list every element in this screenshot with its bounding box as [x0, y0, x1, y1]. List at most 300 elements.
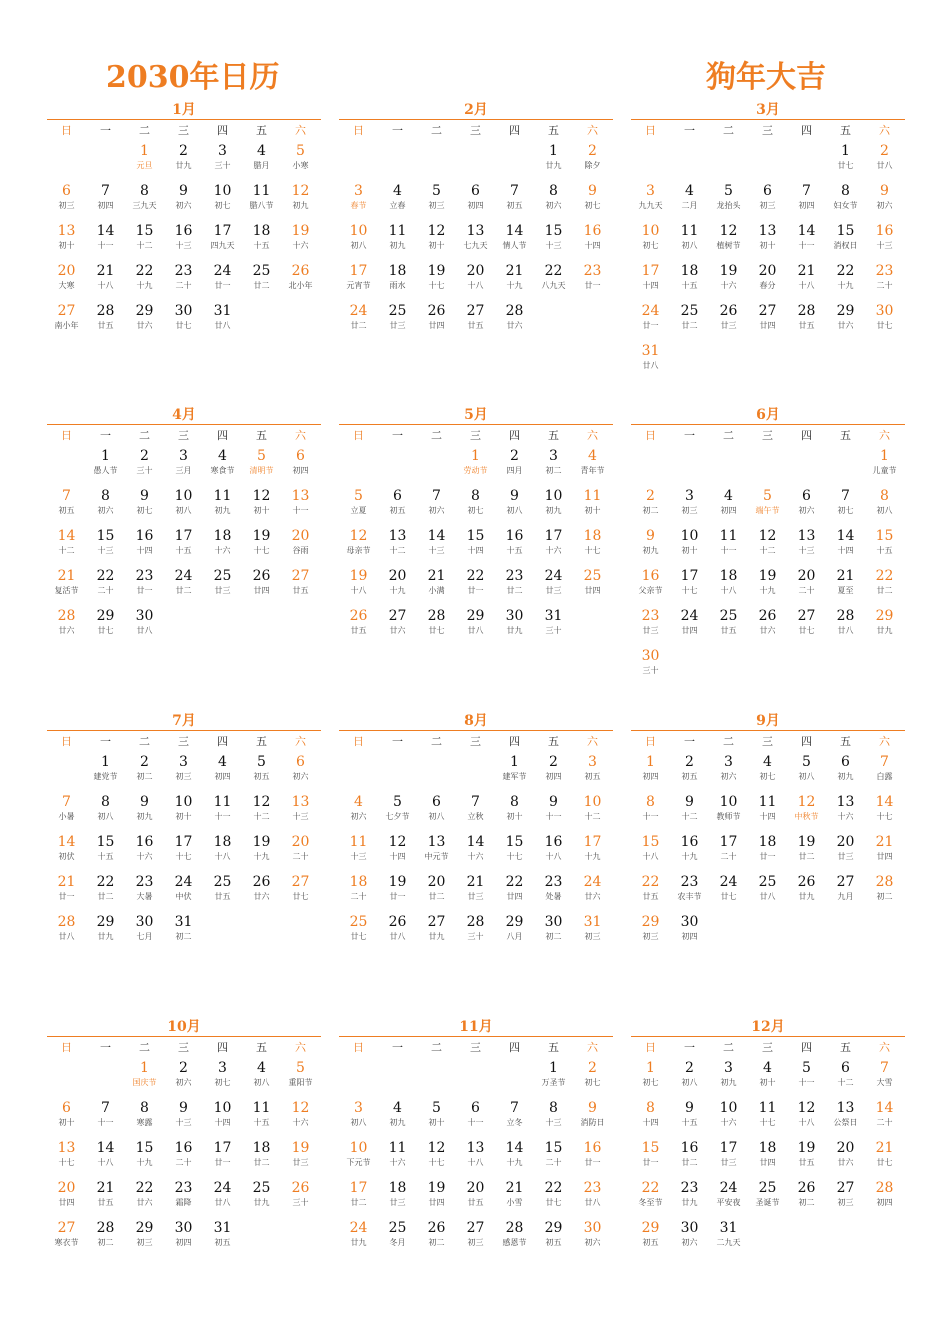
day-cell[interactable] — [339, 873, 378, 913]
day-cell[interactable] — [495, 1179, 534, 1219]
day-cell[interactable] — [47, 182, 86, 222]
day-cell[interactable] — [495, 913, 534, 953]
day-cell[interactable] — [86, 753, 125, 793]
day-cell[interactable] — [826, 1099, 865, 1139]
day-cell[interactable] — [203, 793, 242, 833]
day-cell[interactable] — [865, 1179, 904, 1219]
day-cell[interactable] — [456, 182, 495, 222]
day-cell[interactable] — [125, 1099, 164, 1139]
day-cell[interactable] — [534, 607, 573, 647]
day-cell[interactable] — [164, 262, 203, 302]
day-cell[interactable] — [86, 567, 125, 607]
day-cell[interactable] — [281, 487, 320, 527]
day-cell[interactable] — [417, 913, 456, 953]
day-cell[interactable] — [631, 262, 670, 302]
day-cell[interactable] — [281, 567, 320, 607]
day-cell[interactable] — [631, 1099, 670, 1139]
day-cell[interactable] — [631, 222, 670, 262]
day-cell[interactable] — [865, 607, 904, 647]
day-cell[interactable] — [125, 182, 164, 222]
day-cell[interactable] — [164, 1139, 203, 1179]
day-cell[interactable] — [281, 1139, 320, 1179]
day-cell[interactable] — [86, 182, 125, 222]
day-cell[interactable] — [378, 1099, 417, 1139]
day-cell[interactable] — [826, 567, 865, 607]
day-cell[interactable] — [865, 142, 904, 182]
day-cell[interactable] — [709, 1099, 748, 1139]
day-cell[interactable] — [378, 1219, 417, 1259]
day-cell[interactable] — [47, 913, 86, 953]
day-cell[interactable] — [495, 567, 534, 607]
day-cell[interactable] — [164, 447, 203, 487]
day-cell[interactable] — [47, 222, 86, 262]
day-cell[interactable] — [748, 222, 787, 262]
day-cell[interactable] — [417, 1179, 456, 1219]
day-cell[interactable] — [417, 182, 456, 222]
day-cell[interactable] — [826, 222, 865, 262]
day-cell[interactable] — [826, 142, 865, 182]
day-cell[interactable] — [534, 873, 573, 913]
day-cell[interactable] — [787, 753, 826, 793]
day-cell[interactable] — [631, 1059, 670, 1099]
day-cell[interactable] — [865, 793, 904, 833]
day-cell[interactable] — [748, 302, 787, 342]
day-cell[interactable] — [456, 913, 495, 953]
day-cell[interactable] — [203, 222, 242, 262]
day-cell[interactable] — [748, 1139, 787, 1179]
day-cell[interactable] — [631, 607, 670, 647]
day-cell[interactable] — [203, 753, 242, 793]
day-cell[interactable] — [826, 833, 865, 873]
day-cell[interactable] — [787, 302, 826, 342]
day-cell[interactable] — [456, 302, 495, 342]
day-cell[interactable] — [164, 793, 203, 833]
day-cell[interactable] — [670, 1099, 709, 1139]
day-cell[interactable] — [242, 182, 281, 222]
day-cell[interactable] — [203, 1219, 242, 1259]
day-cell[interactable] — [631, 1179, 670, 1219]
day-cell[interactable] — [417, 833, 456, 873]
day-cell[interactable] — [378, 607, 417, 647]
day-cell[interactable] — [203, 262, 242, 302]
day-cell[interactable] — [203, 833, 242, 873]
day-cell[interactable] — [748, 1099, 787, 1139]
day-cell[interactable] — [86, 527, 125, 567]
day-cell[interactable] — [495, 527, 534, 567]
day-cell[interactable] — [865, 873, 904, 913]
day-cell[interactable] — [125, 1139, 164, 1179]
day-cell[interactable] — [631, 182, 670, 222]
day-cell[interactable] — [826, 302, 865, 342]
day-cell[interactable] — [573, 222, 612, 262]
day-cell[interactable] — [787, 567, 826, 607]
day-cell[interactable] — [339, 302, 378, 342]
day-cell[interactable] — [125, 1059, 164, 1099]
day-cell[interactable] — [125, 262, 164, 302]
day-cell[interactable] — [86, 487, 125, 527]
day-cell[interactable] — [417, 607, 456, 647]
day-cell[interactable] — [826, 873, 865, 913]
day-cell[interactable] — [378, 833, 417, 873]
day-cell[interactable] — [573, 527, 612, 567]
day-cell[interactable] — [164, 302, 203, 342]
day-cell[interactable] — [242, 487, 281, 527]
day-cell[interactable] — [787, 222, 826, 262]
day-cell[interactable] — [281, 1059, 320, 1099]
day-cell[interactable] — [670, 913, 709, 953]
day-cell[interactable] — [417, 1139, 456, 1179]
day-cell[interactable] — [378, 182, 417, 222]
day-cell[interactable] — [456, 1139, 495, 1179]
day-cell[interactable] — [670, 1179, 709, 1219]
day-cell[interactable] — [826, 262, 865, 302]
day-cell[interactable] — [787, 1059, 826, 1099]
day-cell[interactable] — [670, 262, 709, 302]
day-cell[interactable] — [86, 1139, 125, 1179]
day-cell[interactable] — [242, 793, 281, 833]
day-cell[interactable] — [670, 182, 709, 222]
day-cell[interactable] — [203, 1059, 242, 1099]
day-cell[interactable] — [865, 262, 904, 302]
day-cell[interactable] — [826, 607, 865, 647]
day-cell[interactable] — [125, 753, 164, 793]
day-cell[interactable] — [631, 793, 670, 833]
day-cell[interactable] — [865, 833, 904, 873]
day-cell[interactable] — [417, 302, 456, 342]
day-cell[interactable] — [573, 1059, 612, 1099]
day-cell[interactable] — [573, 262, 612, 302]
day-cell[interactable] — [748, 1179, 787, 1219]
day-cell[interactable] — [281, 527, 320, 567]
day-cell[interactable] — [203, 567, 242, 607]
day-cell[interactable] — [748, 182, 787, 222]
day-cell[interactable] — [573, 1179, 612, 1219]
day-cell[interactable] — [417, 527, 456, 567]
day-cell[interactable] — [495, 1219, 534, 1259]
day-cell[interactable] — [709, 1139, 748, 1179]
day-cell[interactable] — [164, 1179, 203, 1219]
day-cell[interactable] — [631, 647, 670, 687]
day-cell[interactable] — [203, 873, 242, 913]
day-cell[interactable] — [709, 182, 748, 222]
day-cell[interactable] — [281, 182, 320, 222]
day-cell[interactable] — [573, 1219, 612, 1259]
day-cell[interactable] — [631, 1219, 670, 1259]
day-cell[interactable] — [748, 753, 787, 793]
day-cell[interactable] — [203, 527, 242, 567]
day-cell[interactable] — [826, 182, 865, 222]
day-cell[interactable] — [670, 607, 709, 647]
day-cell[interactable] — [164, 527, 203, 567]
day-cell[interactable] — [86, 1099, 125, 1139]
day-cell[interactable] — [495, 222, 534, 262]
day-cell[interactable] — [865, 447, 904, 487]
day-cell[interactable] — [748, 262, 787, 302]
day-cell[interactable] — [203, 302, 242, 342]
day-cell[interactable] — [417, 1099, 456, 1139]
day-cell[interactable] — [495, 1139, 534, 1179]
day-cell[interactable] — [125, 302, 164, 342]
day-cell[interactable] — [534, 1179, 573, 1219]
day-cell[interactable] — [534, 1139, 573, 1179]
day-cell[interactable] — [125, 487, 164, 527]
day-cell[interactable] — [125, 793, 164, 833]
day-cell[interactable] — [125, 1219, 164, 1259]
day-cell[interactable] — [125, 447, 164, 487]
day-cell[interactable] — [417, 567, 456, 607]
day-cell[interactable] — [125, 833, 164, 873]
day-cell[interactable] — [47, 1139, 86, 1179]
day-cell[interactable] — [378, 487, 417, 527]
day-cell[interactable] — [417, 793, 456, 833]
day-cell[interactable] — [534, 913, 573, 953]
day-cell[interactable] — [339, 1179, 378, 1219]
day-cell[interactable] — [281, 753, 320, 793]
day-cell[interactable] — [456, 1099, 495, 1139]
day-cell[interactable] — [495, 793, 534, 833]
day-cell[interactable] — [281, 873, 320, 913]
day-cell[interactable] — [281, 142, 320, 182]
day-cell[interactable] — [86, 873, 125, 913]
day-cell[interactable] — [456, 1219, 495, 1259]
day-cell[interactable] — [378, 262, 417, 302]
day-cell[interactable] — [456, 447, 495, 487]
day-cell[interactable] — [339, 527, 378, 567]
day-cell[interactable] — [709, 833, 748, 873]
day-cell[interactable] — [534, 1099, 573, 1139]
day-cell[interactable] — [339, 487, 378, 527]
day-cell[interactable] — [709, 302, 748, 342]
day-cell[interactable] — [670, 833, 709, 873]
day-cell[interactable] — [826, 527, 865, 567]
day-cell[interactable] — [865, 302, 904, 342]
day-cell[interactable] — [787, 607, 826, 647]
day-cell[interactable] — [787, 793, 826, 833]
day-cell[interactable] — [670, 753, 709, 793]
day-cell[interactable] — [417, 1219, 456, 1259]
day-cell[interactable] — [573, 753, 612, 793]
day-cell[interactable] — [495, 753, 534, 793]
day-cell[interactable] — [164, 913, 203, 953]
day-cell[interactable] — [242, 1099, 281, 1139]
day-cell[interactable] — [456, 567, 495, 607]
day-cell[interactable] — [339, 913, 378, 953]
day-cell[interactable] — [534, 142, 573, 182]
day-cell[interactable] — [865, 222, 904, 262]
day-cell[interactable] — [709, 793, 748, 833]
day-cell[interactable] — [670, 1219, 709, 1259]
day-cell[interactable] — [47, 873, 86, 913]
day-cell[interactable] — [573, 182, 612, 222]
day-cell[interactable] — [573, 1099, 612, 1139]
day-cell[interactable] — [339, 793, 378, 833]
day-cell[interactable] — [281, 262, 320, 302]
day-cell[interactable] — [826, 487, 865, 527]
day-cell[interactable] — [125, 567, 164, 607]
day-cell[interactable] — [787, 262, 826, 302]
day-cell[interactable] — [709, 607, 748, 647]
day-cell[interactable] — [339, 567, 378, 607]
day-cell[interactable] — [242, 142, 281, 182]
day-cell[interactable] — [573, 873, 612, 913]
day-cell[interactable] — [826, 1179, 865, 1219]
day-cell[interactable] — [670, 487, 709, 527]
day-cell[interactable] — [125, 913, 164, 953]
day-cell[interactable] — [709, 527, 748, 567]
day-cell[interactable] — [339, 262, 378, 302]
day-cell[interactable] — [631, 302, 670, 342]
day-cell[interactable] — [670, 1059, 709, 1099]
day-cell[interactable] — [709, 753, 748, 793]
day-cell[interactable] — [456, 1179, 495, 1219]
day-cell[interactable] — [378, 222, 417, 262]
day-cell[interactable] — [47, 302, 86, 342]
day-cell[interactable] — [865, 1099, 904, 1139]
day-cell[interactable] — [339, 833, 378, 873]
day-cell[interactable] — [573, 1139, 612, 1179]
day-cell[interactable] — [826, 1059, 865, 1099]
day-cell[interactable] — [787, 1179, 826, 1219]
day-cell[interactable] — [378, 793, 417, 833]
day-cell[interactable] — [203, 142, 242, 182]
day-cell[interactable] — [748, 487, 787, 527]
day-cell[interactable] — [495, 182, 534, 222]
day-cell[interactable] — [203, 487, 242, 527]
day-cell[interactable] — [242, 527, 281, 567]
day-cell[interactable] — [417, 222, 456, 262]
day-cell[interactable] — [203, 1099, 242, 1139]
day-cell[interactable] — [378, 1139, 417, 1179]
day-cell[interactable] — [339, 222, 378, 262]
day-cell[interactable] — [242, 1139, 281, 1179]
day-cell[interactable] — [495, 447, 534, 487]
day-cell[interactable] — [242, 262, 281, 302]
day-cell[interactable] — [709, 567, 748, 607]
day-cell[interactable] — [242, 222, 281, 262]
day-cell[interactable] — [631, 487, 670, 527]
day-cell[interactable] — [164, 753, 203, 793]
day-cell[interactable] — [670, 527, 709, 567]
day-cell[interactable] — [339, 1099, 378, 1139]
day-cell[interactable] — [573, 833, 612, 873]
day-cell[interactable] — [573, 567, 612, 607]
day-cell[interactable] — [164, 1219, 203, 1259]
day-cell[interactable] — [631, 753, 670, 793]
day-cell[interactable] — [826, 1139, 865, 1179]
day-cell[interactable] — [203, 1139, 242, 1179]
day-cell[interactable] — [495, 833, 534, 873]
day-cell[interactable] — [47, 833, 86, 873]
day-cell[interactable] — [573, 793, 612, 833]
day-cell[interactable] — [456, 222, 495, 262]
day-cell[interactable] — [125, 142, 164, 182]
day-cell[interactable] — [456, 527, 495, 567]
day-cell[interactable] — [281, 793, 320, 833]
day-cell[interactable] — [47, 262, 86, 302]
day-cell[interactable] — [281, 1179, 320, 1219]
day-cell[interactable] — [339, 607, 378, 647]
day-cell[interactable] — [787, 1139, 826, 1179]
day-cell[interactable] — [495, 262, 534, 302]
day-cell[interactable] — [47, 1099, 86, 1139]
day-cell[interactable] — [417, 873, 456, 913]
day-cell[interactable] — [164, 1099, 203, 1139]
day-cell[interactable] — [456, 262, 495, 302]
day-cell[interactable] — [709, 1219, 748, 1259]
day-cell[interactable] — [47, 567, 86, 607]
day-cell[interactable] — [631, 873, 670, 913]
day-cell[interactable] — [47, 793, 86, 833]
day-cell[interactable] — [164, 1059, 203, 1099]
day-cell[interactable] — [417, 262, 456, 302]
day-cell[interactable] — [417, 487, 456, 527]
day-cell[interactable] — [709, 487, 748, 527]
day-cell[interactable] — [378, 1179, 417, 1219]
day-cell[interactable] — [865, 527, 904, 567]
day-cell[interactable] — [242, 1179, 281, 1219]
day-cell[interactable] — [865, 1059, 904, 1099]
day-cell[interactable] — [86, 833, 125, 873]
day-cell[interactable] — [86, 1219, 125, 1259]
day-cell[interactable] — [670, 222, 709, 262]
day-cell[interactable] — [534, 527, 573, 567]
day-cell[interactable] — [534, 793, 573, 833]
day-cell[interactable] — [456, 607, 495, 647]
day-cell[interactable] — [748, 567, 787, 607]
day-cell[interactable] — [378, 527, 417, 567]
day-cell[interactable] — [281, 447, 320, 487]
day-cell[interactable] — [534, 1059, 573, 1099]
day-cell[interactable] — [826, 793, 865, 833]
day-cell[interactable] — [281, 1099, 320, 1139]
day-cell[interactable] — [86, 607, 125, 647]
day-cell[interactable] — [339, 1219, 378, 1259]
day-cell[interactable] — [787, 182, 826, 222]
day-cell[interactable] — [826, 753, 865, 793]
day-cell[interactable] — [631, 913, 670, 953]
day-cell[interactable] — [709, 262, 748, 302]
day-cell[interactable] — [865, 567, 904, 607]
day-cell[interactable] — [164, 873, 203, 913]
day-cell[interactable] — [748, 1059, 787, 1099]
day-cell[interactable] — [281, 833, 320, 873]
day-cell[interactable] — [748, 607, 787, 647]
day-cell[interactable] — [242, 567, 281, 607]
day-cell[interactable] — [709, 1179, 748, 1219]
day-cell[interactable] — [709, 873, 748, 913]
day-cell[interactable] — [670, 1139, 709, 1179]
day-cell[interactable] — [164, 142, 203, 182]
day-cell[interactable] — [670, 793, 709, 833]
day-cell[interactable] — [339, 182, 378, 222]
day-cell[interactable] — [787, 527, 826, 567]
day-cell[interactable] — [378, 302, 417, 342]
day-cell[interactable] — [47, 607, 86, 647]
day-cell[interactable] — [670, 302, 709, 342]
day-cell[interactable] — [709, 1059, 748, 1099]
day-cell[interactable] — [573, 142, 612, 182]
day-cell[interactable] — [378, 567, 417, 607]
day-cell[interactable] — [164, 182, 203, 222]
day-cell[interactable] — [787, 1099, 826, 1139]
day-cell[interactable] — [534, 222, 573, 262]
day-cell[interactable] — [86, 447, 125, 487]
day-cell[interactable] — [534, 487, 573, 527]
day-cell[interactable] — [534, 753, 573, 793]
day-cell[interactable] — [631, 1139, 670, 1179]
day-cell[interactable] — [125, 607, 164, 647]
day-cell[interactable] — [865, 753, 904, 793]
